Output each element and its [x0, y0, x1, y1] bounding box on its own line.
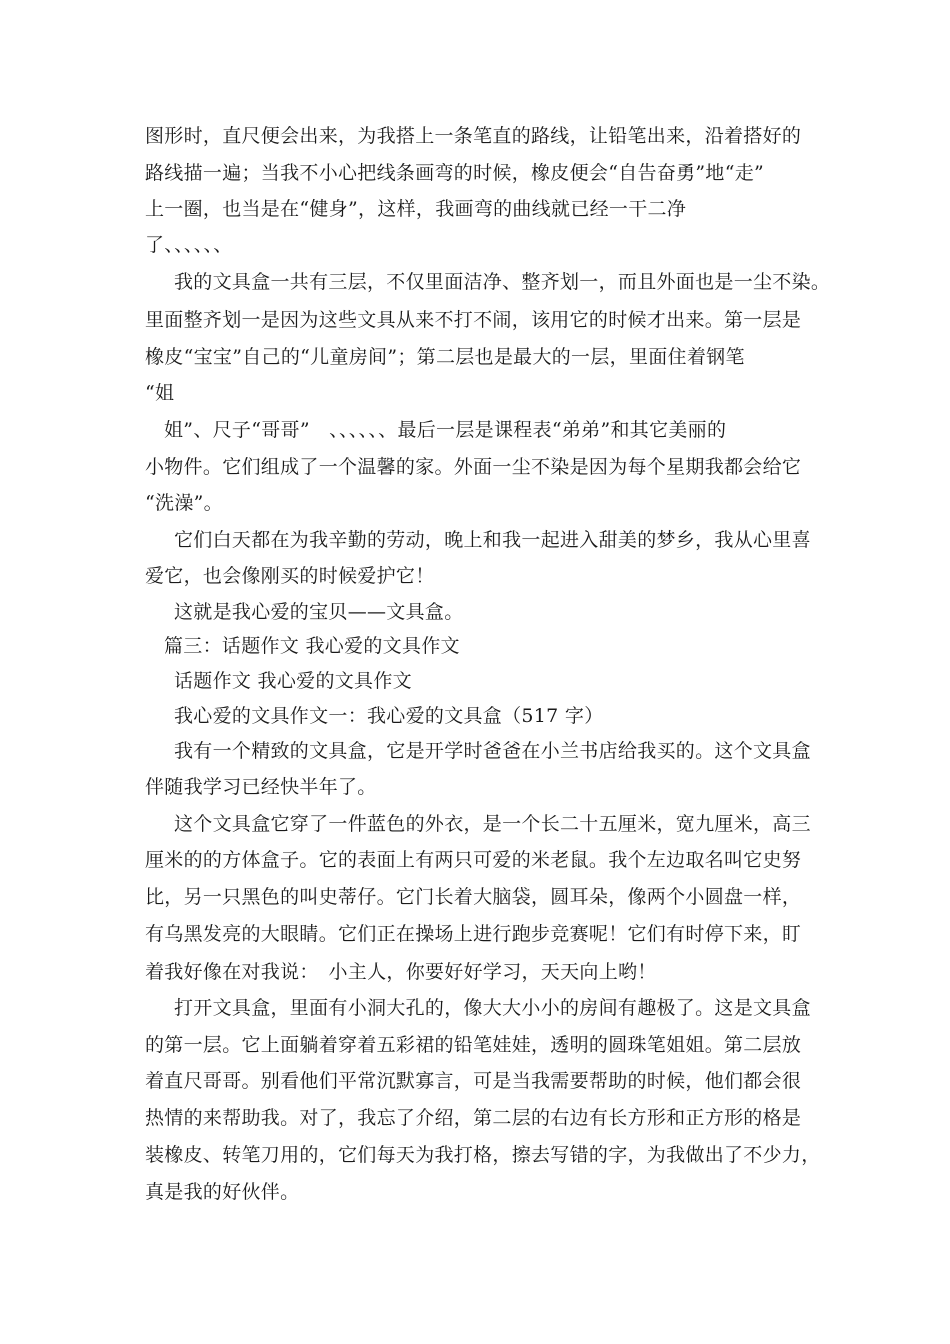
text-line: 我的文具盒一共有三层，不仅里面洁净、整齐划一，而且外面也是一尘不染。 — [174, 271, 831, 293]
text-line: 里面整齐划一是因为这些文具从来不打不闹，该用它的时候才出来。第一层是 — [145, 309, 802, 331]
text-line: 着直尺哥哥。别看他们平常沉默寡言，可是当我需要帮助的时候，他们都会很 — [145, 1070, 802, 1092]
text-line: 橡皮“宝宝”自己的“儿童房间”；第二层也是最大的一层，里面住着钢笔 — [145, 346, 745, 368]
text-line: 的第一层。它上面躺着穿着五彩裙的铅笔娃娃，透明的圆珠笔姐姐。第二层放 — [145, 1034, 802, 1056]
text-line: 姐”、尺子“哥哥” 、、、、、、最后一层是课程表“弟弟”和其它美丽的 — [164, 419, 727, 441]
text-line: 厘米的的方体盒子。它的表面上有两只可爱的米老鼠。我个左边取名叫它史努 — [145, 849, 802, 871]
text-line: 了、、、、、、 — [145, 234, 233, 256]
subheading: 话题作文 我心爱的文具作文 — [174, 670, 412, 692]
text-line: 这就是我心爱的宝贝——文具盒。 — [174, 601, 464, 623]
text-line: 我有一个精致的文具盒，它是开学时爸爸在小兰书店给我买的。这个文具盒 — [174, 740, 811, 762]
text-line: 这个文具盒它穿了一件蓝色的外衣，是一个长二十五厘米，宽九厘米，高三 — [174, 813, 811, 835]
text-line: 着我好像在对我说： 小主人，你要好好学习，天天向上哟！ — [145, 961, 657, 983]
text-line: 有乌黑发亮的大眼睛。它们正在操场上进行跑步竞赛呢！它们有时停下来，盯 — [145, 923, 802, 945]
text-line: 热情的来帮助我。对了，我忘了介绍，第二层的右边有长方形和正方形的格是 — [145, 1107, 802, 1129]
text-line: 比，另一只黑色的叫史蒂仔。它门长着大脑袋，圆耳朵，像两个小圆盘一样， — [145, 886, 802, 908]
text-line: 小物件。它们组成了一个温馨的家。外面一尘不染是因为每个星期我都会给它 — [145, 456, 802, 478]
text-line: 路线描一遍；当我不小心把线条画弯的时候，橡皮便会“自告奋勇”地“走” — [145, 162, 765, 184]
text-line: 打开文具盒，里面有小洞大孔的，像大大小小的房间有趣极了。这是文具盒 — [174, 997, 811, 1019]
text-line: 真是我的好伙伴。 — [145, 1181, 300, 1203]
text-line: 图形时，直尺便会出来，为我搭上一条笔直的路线，让铅笔出来，沿着搭好的 — [145, 125, 802, 147]
text-line: 它们白天都在为我辛勤的劳动，晚上和我一起进入甜美的梦乡，我从心里喜 — [174, 529, 811, 551]
text-line: “洗澡”。 — [145, 492, 223, 514]
text-line: 伴随我学习已经快半年了。 — [145, 776, 377, 798]
essay-title: 我心爱的文具作文一：我心爱的文具盒（517 字） — [174, 705, 604, 727]
text-line: “姐 — [145, 382, 175, 404]
text-line: 上一圈，也当是在“健身”，这样，我画弯的曲线就已经一干二净 — [145, 198, 687, 220]
text-line: 装橡皮、转笔刀用的，它们每天为我打格，擦去写错的字，为我做出了不少力， — [145, 1144, 821, 1166]
text-line: 爱它，也会像刚买的时候爱护它！ — [145, 565, 435, 587]
section-heading: 篇三：话题作文 我心爱的文具作文 — [164, 635, 460, 657]
